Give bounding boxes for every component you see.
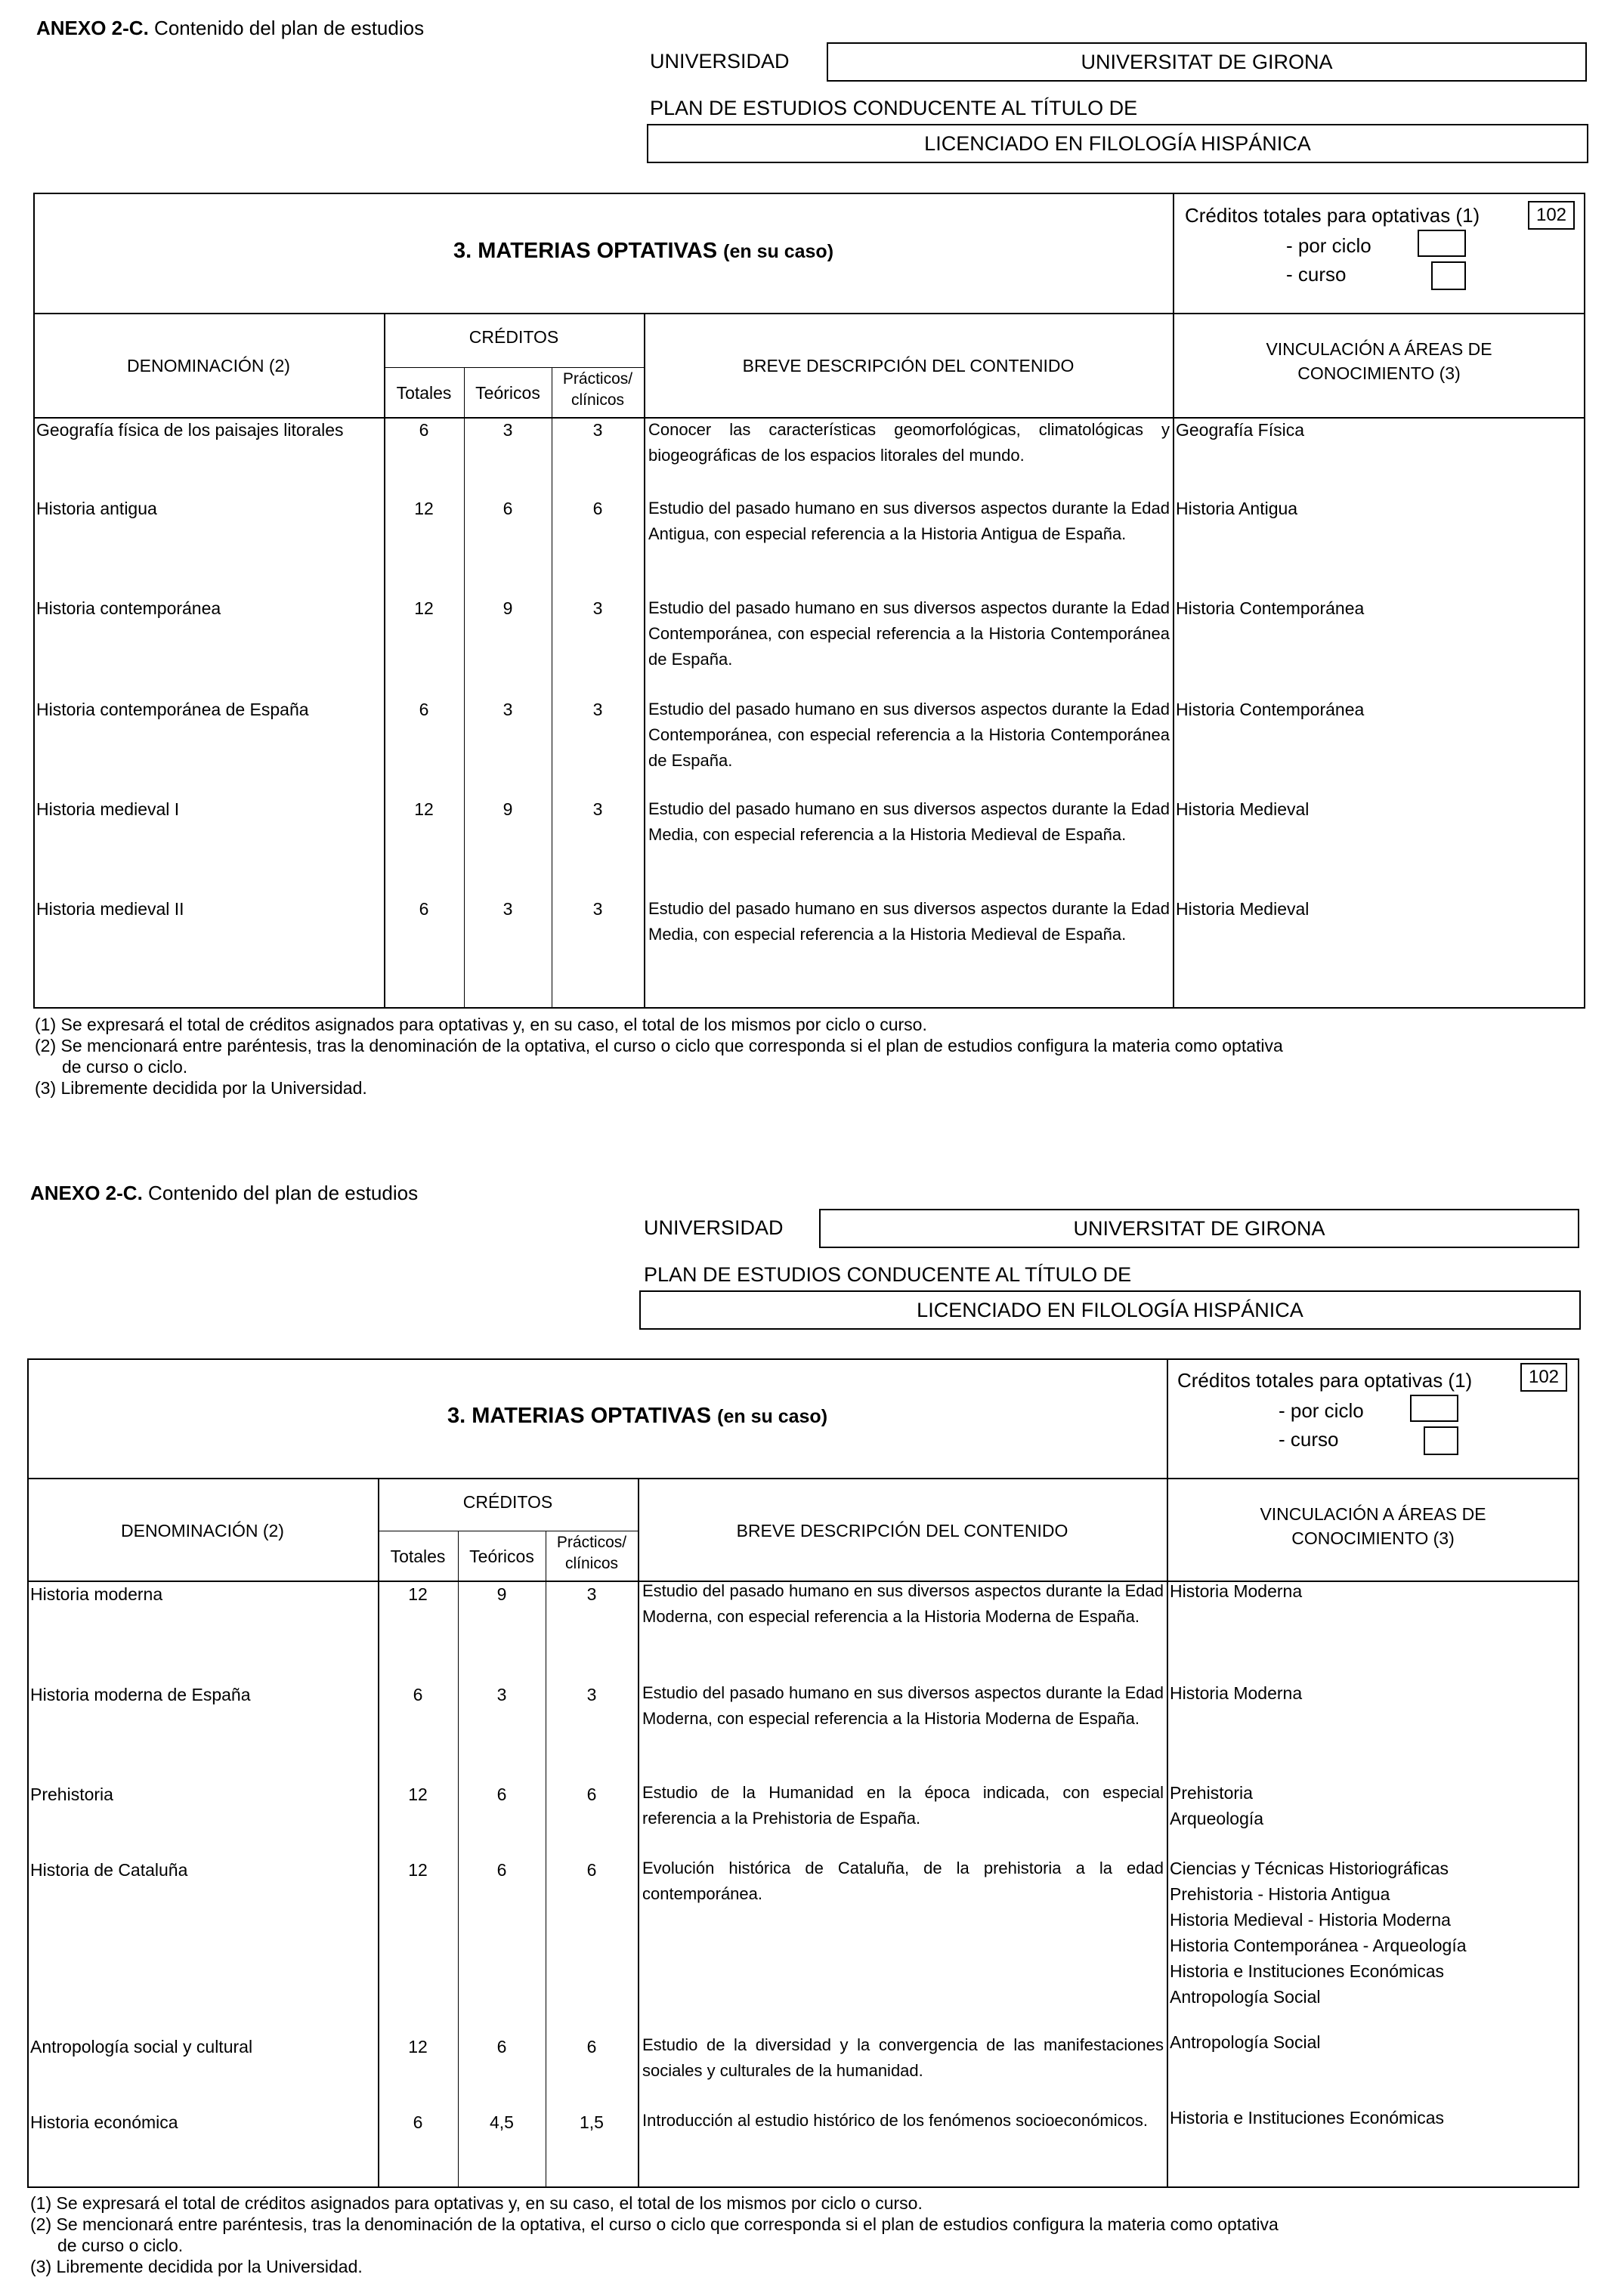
col-practicos-line1: Prácticos/ <box>562 370 633 388</box>
curso-box <box>1431 261 1466 290</box>
row-area: Historia Moderna <box>1170 1581 1303 1601</box>
col-vinculacion-line1: VINCULACIÓN A ÁREAS DE <box>1260 1504 1486 1524</box>
footnotes <box>30 2192 1279 2277</box>
universidad-value: UNIVERSITAT DE GIRONA <box>819 1209 1579 1248</box>
row-practicos: 3 <box>592 598 603 618</box>
row-totales: 6 <box>419 420 429 440</box>
col-creditos: CRÉDITOS <box>462 1492 553 1512</box>
col-practicos <box>546 1532 638 1574</box>
col-practicos-line2: clínicos <box>564 1555 619 1572</box>
row-teoricos: 6 <box>502 499 513 518</box>
table-title <box>453 239 833 264</box>
row-totales: 6 <box>413 2112 423 2132</box>
row-name: Prehistoria <box>30 1785 113 1804</box>
row-name: Antropología social y cultural <box>30 2037 253 2057</box>
row-name: Historia económica <box>30 2112 178 2132</box>
creditos-totales-value: 102 <box>1520 1363 1567 1392</box>
row-name: Historia moderna de España <box>30 1685 251 1704</box>
row-area: Historia Contemporánea <box>1176 598 1365 618</box>
row-name: Historia de Cataluña <box>30 1860 188 1880</box>
col-totales: Totales <box>396 383 452 403</box>
row-teoricos: 3 <box>502 899 513 919</box>
row-area-5: Historia e Instituciones Económicas <box>1170 1961 1445 1981</box>
row-teoricos: 9 <box>496 1584 507 1604</box>
row-totales: 12 <box>408 2037 428 2057</box>
title-bold: 3. MATERIAS OPTATIVAS <box>447 1404 712 1428</box>
section-2 <box>0 1163 1608 2296</box>
plan-value: LICENCIADO EN FILOLOGÍA HISPÁNICA <box>639 1290 1581 1330</box>
row-practicos: 3 <box>592 700 603 719</box>
row-area-6: Antropología Social <box>1170 1987 1321 2007</box>
col-descripcion: BREVE DESCRIPCIÓN DEL CONTENIDO <box>736 1521 1068 1540</box>
plan-label: PLAN DE ESTUDIOS CONDUCENTE AL TÍTULO DE <box>644 1263 1132 1286</box>
annex-label: ANEXO 2-C. <box>36 17 149 39</box>
curso-box <box>1424 1426 1458 1455</box>
row-teoricos: 3 <box>502 700 513 719</box>
footnote-2: (2) Se mencionará entre paréntesis, tras la denominación de la optativa, el curso o ciclo que corresponda si el plan de estudios configura la materia como optativa <box>30 2214 1279 2234</box>
footnote-2-cont: de curso o ciclo. <box>57 2236 184 2255</box>
footnote-1: (1) Se expresará el total de créditos asignados para optativas y, en su caso, el total de los mismos por ciclo o curso. <box>30 2193 923 2213</box>
row-teoricos: 9 <box>502 598 513 618</box>
col-creditos: CRÉDITOS <box>468 327 559 347</box>
col-vinculacion-line1: VINCULACIÓN A ÁREAS DE <box>1266 339 1492 359</box>
row-practicos: 3 <box>592 899 603 919</box>
footnote-3: (3) Libremente decidida por la Universidad. <box>35 1078 367 1098</box>
row-desc: Estudio del pasado humano en sus diversos aspectos durante la Edad Contemporánea, con especial referencia a la Historia Contemporánea de España. <box>648 598 1170 669</box>
universidad-label: UNIVERSIDAD <box>650 50 790 73</box>
curso-label: - curso <box>1279 1428 1339 1451</box>
col-descripcion: BREVE DESCRIPCIÓN DEL CONTENIDO <box>742 356 1075 375</box>
curso-label: - curso <box>1286 263 1347 286</box>
footnote-1: (1) Se expresará el total de créditos asignados para optativas y, en su caso, el total de los mismos por ciclo o curso. <box>35 1015 927 1034</box>
annex-heading <box>36 17 424 40</box>
col-practicos <box>552 369 644 411</box>
row-practicos: 3 <box>592 799 603 819</box>
row-teoricos: 6 <box>496 1860 507 1880</box>
row-totales: 6 <box>413 1685 423 1704</box>
plan-label: PLAN DE ESTUDIOS CONDUCENTE AL TÍTULO DE <box>650 97 1138 119</box>
row-desc: Introducción al estudio histórico de los fenómenos socioeconómicos. <box>642 2111 1148 2130</box>
row-teoricos: 4,5 <box>490 2112 514 2132</box>
row-totales: 12 <box>414 499 434 518</box>
annex-text: Contenido del plan de estudios <box>148 1182 419 1204</box>
col-denominacion: DENOMINACIÓN (2) <box>127 356 290 375</box>
col-vinculacion-line2: CONOCIMIENTO (3) <box>1291 1528 1455 1548</box>
por-ciclo-label: - por ciclo <box>1279 1399 1364 1422</box>
row-area: Antropología Social <box>1170 2032 1321 2052</box>
por-ciclo-box <box>1410 1395 1458 1422</box>
row-area: Historia Antigua <box>1176 499 1298 518</box>
row-desc: Estudio del pasado humano en sus diversos aspectos durante la Edad Moderna, con especial referencia a la Historia Moderna de España. <box>642 1581 1164 1626</box>
row-practicos: 1,5 <box>580 2112 604 2132</box>
row-area-2: Prehistoria - Historia Antigua <box>1170 1884 1390 1904</box>
row-totales: 12 <box>414 799 434 819</box>
row-teoricos: 3 <box>496 1685 507 1704</box>
row-totales: 12 <box>414 598 434 618</box>
row-desc: Conocer las características geomorfológicas, climatológicas y biogeográficas de los espacios litorales del mundo. <box>648 420 1170 465</box>
row-practicos: 3 <box>586 1584 597 1604</box>
row-name: Historia contemporánea <box>36 598 221 618</box>
col-denominacion: DENOMINACIÓN (2) <box>121 1521 284 1540</box>
title-small: (en su caso) <box>723 241 834 262</box>
row-name: Historia medieval I <box>36 799 180 819</box>
row-totales: 12 <box>408 1785 428 1804</box>
row-teoricos: 6 <box>496 2037 507 2057</box>
col-teoricos: Teóricos <box>469 1547 534 1566</box>
col-totales: Totales <box>390 1547 446 1566</box>
row-desc: Estudio de la diversidad y la convergencia de las manifestaciones sociales y culturales de la humanidad. <box>642 2035 1164 2080</box>
row-desc: Estudio del pasado humano en sus diversos aspectos durante la Edad Media, con especial referencia a la Historia Medieval de España. <box>648 899 1170 944</box>
row-desc: Estudio del pasado humano en sus diversos aspectos durante la Edad Contemporánea, con especial referencia a la Historia Contemporánea de España. <box>648 700 1170 770</box>
footnote-2: (2) Se mencionará entre paréntesis, tras la denominación de la optativa, el curso o ciclo que corresponda si el plan de estudios configura la materia como optativa <box>35 1036 1283 1055</box>
col-practicos-line2: clínicos <box>571 391 625 409</box>
col-teoricos: Teóricos <box>475 383 540 403</box>
row-totales: 12 <box>408 1860 428 1880</box>
row-name: Historia moderna <box>30 1584 163 1604</box>
row-practicos: 6 <box>586 1785 597 1804</box>
row-desc: Estudio del pasado humano en sus diversos aspectos durante la Edad Media, con especial referencia a la Historia Medieval de España. <box>648 799 1170 844</box>
row-area: Historia e Instituciones Económicas <box>1170 2108 1445 2128</box>
row-desc: Estudio del pasado humano en sus diversos aspectos durante la Edad Antigua, con especial referencia a la Historia Antigua de España. <box>648 499 1170 543</box>
por-ciclo-box <box>1418 230 1466 257</box>
row-practicos: 3 <box>592 420 603 440</box>
annex-heading <box>30 1182 418 1205</box>
row-area: Historia Moderna <box>1170 1683 1303 1703</box>
row-area-1: Prehistoria <box>1170 1783 1253 1803</box>
row-name: Historia contemporánea de España <box>36 700 309 719</box>
row-totales: 12 <box>408 1584 428 1604</box>
creditos-totales-value: 102 <box>1528 201 1575 230</box>
row-desc: Estudio del pasado humano en sus diversos aspectos durante la Edad Moderna, con especial referencia a la Historia Moderna de España. <box>642 1683 1164 1728</box>
row-area-1: Ciencias y Técnicas Historiográficas <box>1170 1859 1449 1878</box>
row-teoricos: 3 <box>502 420 513 440</box>
row-desc: Estudio de la Humanidad en la época indicada, con especial referencia a la Prehistoria de España. <box>642 1783 1164 1828</box>
universidad-value: UNIVERSITAT DE GIRONA <box>827 42 1587 82</box>
row-area-2: Arqueología <box>1170 1809 1264 1828</box>
row-totales: 6 <box>419 899 429 919</box>
title-bold: 3. MATERIAS OPTATIVAS <box>453 239 718 263</box>
col-vinculacion-line2: CONOCIMIENTO (3) <box>1297 363 1461 383</box>
col-vinculacion <box>1167 1502 1579 1550</box>
col-vinculacion <box>1173 337 1585 385</box>
row-teoricos: 6 <box>496 1785 507 1804</box>
row-practicos: 6 <box>586 1860 597 1880</box>
row-practicos: 6 <box>592 499 603 518</box>
por-ciclo-label: - por ciclo <box>1286 234 1371 257</box>
creditos-totales-label: Créditos totales para optativas (1) <box>1185 204 1480 227</box>
row-desc: Evolución histórica de Cataluña, de la prehistoria a la edad contemporánea. <box>642 1859 1164 1903</box>
row-area: Historia Medieval <box>1176 899 1310 919</box>
row-practicos: 6 <box>586 2037 597 2057</box>
row-name: Historia medieval II <box>36 899 184 919</box>
row-area: Historia Medieval <box>1176 799 1310 819</box>
row-area-3: Historia Medieval - Historia Moderna <box>1170 1910 1451 1930</box>
universidad-label: UNIVERSIDAD <box>644 1216 784 1239</box>
row-area: Geografía Física <box>1176 420 1305 440</box>
creditos-totales-label: Créditos totales para optativas (1) <box>1177 1369 1473 1392</box>
row-totales: 6 <box>419 700 429 719</box>
annex-label: ANEXO 2-C. <box>30 1182 143 1204</box>
annex-text: Contenido del plan de estudios <box>154 17 425 39</box>
row-area: Historia Contemporánea <box>1176 700 1365 719</box>
footnotes <box>35 1014 1283 1099</box>
plan-value: LICENCIADO EN FILOLOGÍA HISPÁNICA <box>647 124 1588 163</box>
row-name: Historia antigua <box>36 499 157 518</box>
row-area-4: Historia Contemporánea - Arqueología <box>1170 1936 1467 1955</box>
footnote-3: (3) Libremente decidida por la Universidad. <box>30 2257 363 2276</box>
col-practicos-line1: Prácticos/ <box>556 1534 627 1551</box>
row-teoricos: 9 <box>502 799 513 819</box>
footnote-2-cont: de curso o ciclo. <box>62 1057 188 1077</box>
table-title <box>447 1404 827 1429</box>
section-1 <box>0 0 1608 1133</box>
row-name: Geografía física de los paisajes litorales <box>36 420 344 440</box>
row-practicos: 3 <box>586 1685 597 1704</box>
title-small: (en su caso) <box>717 1406 828 1427</box>
